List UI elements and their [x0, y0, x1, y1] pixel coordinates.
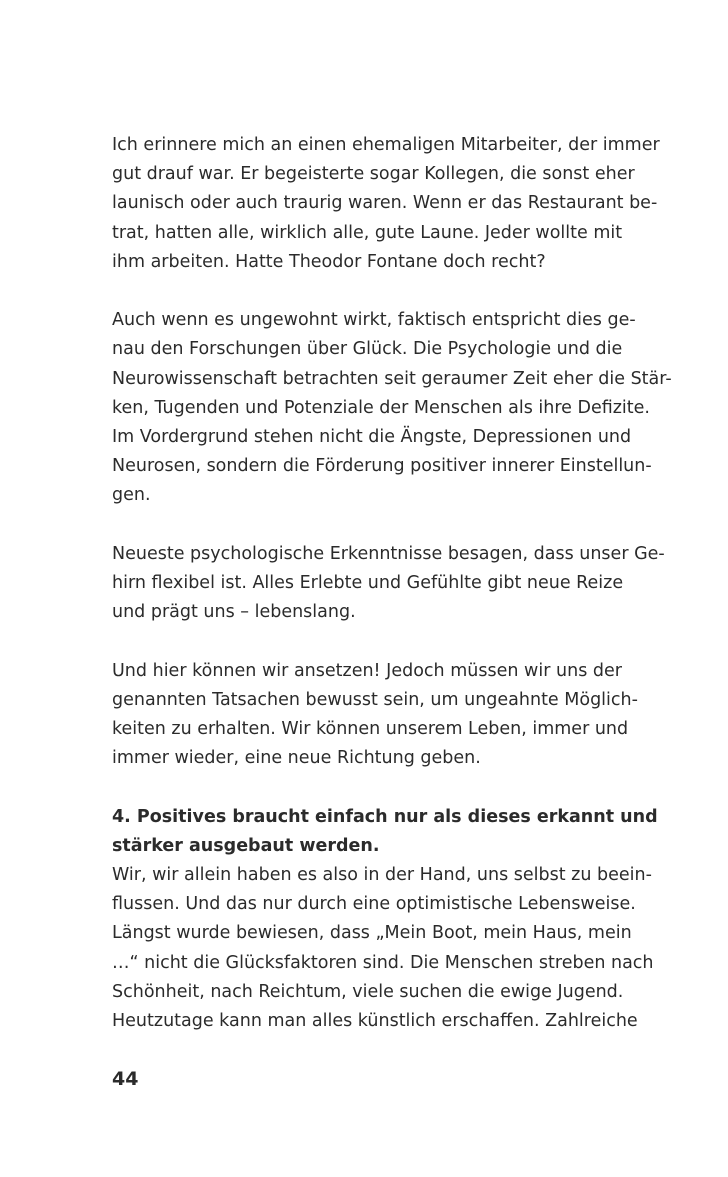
text-line: flussen. Und das nur durch eine optimistische Lebensweise. [112, 894, 636, 915]
text-line: Neueste psychologische Erkenntnisse besagen, dass unser Ge- [112, 543, 665, 564]
text-line: gut drauf war. Er begeisterte sogar Kollegen, die sonst eher [112, 164, 635, 185]
text-line: Auch wenn es ungewohnt wirkt, faktisch entspricht dies ge- [112, 310, 636, 331]
text-line: Im Vordergrund stehen nicht die Ängste, Depressionen und [112, 427, 632, 448]
text-line: keiten zu erhalten. Wir können unserem Leben, immer und [112, 719, 629, 740]
page-body [112, 131, 672, 1065]
page-number: 44 [112, 1068, 139, 1090]
text-line: launisch oder auch traurig waren. Wenn er das Restaurant be- [112, 193, 658, 214]
paragraph-1 [112, 131, 660, 277]
text-line: immer wieder, eine neue Richtung geben. [112, 748, 481, 769]
text-line: Heutzutage kann man alles künstlich erschaffen. Zahlreiche [112, 1011, 638, 1032]
text-line: ihm arbeiten. Hatte Theodor Fontane doch recht? [112, 251, 546, 272]
text-line: ken, Tugenden und Potenziale der Menschen als ihre Defizite. [112, 397, 650, 418]
text-line: trat, hatten alle, wirklich alle, gute Laune. Jeder wollte mit [112, 222, 623, 243]
text-line: Neurowissenschaft betrachten seit geraumer Zeit eher die Stär- [112, 368, 672, 389]
text-line: hirn flexibel ist. Alles Erlebte und Gefühlte gibt neue Reize [112, 573, 624, 594]
text-line: Neurosen, sondern die Förderung positiver innerer Einstellun- [112, 456, 652, 477]
text-line: Und hier können wir ansetzen! Jedoch müssen wir uns der [112, 660, 622, 681]
text-line: gen. [112, 485, 151, 506]
heading-line: 4. Positives braucht einfach nur als dieses erkannt und [112, 806, 658, 827]
text-line: Wir, wir allein haben es also in der Hand, uns selbst zu beein- [112, 865, 652, 886]
text-line: nau den Forschungen über Glück. Die Psychologie und die [112, 339, 623, 360]
text-line: Ich erinnere mich an einen ehemaligen Mitarbeiter, der immer [112, 135, 660, 155]
text-line: Schönheit, nach Reichtum, viele suchen die ewige Jugend. [112, 981, 624, 1002]
heading-line: stärker ausgebaut werden. [112, 835, 380, 856]
paragraph-3 [112, 540, 665, 628]
text-line: Längst wurde bewiesen, dass „Mein Boot, mein Haus, mein [112, 923, 632, 944]
text-line: genannten Tatsachen bewusst sein, um ungeahnte Möglich- [112, 689, 638, 710]
paragraph-2 [112, 306, 672, 510]
paragraph-4 [112, 657, 638, 774]
section-heading [112, 803, 658, 861]
text-line: und prägt uns – lebenslang. [112, 602, 356, 623]
paragraph-5 [112, 861, 654, 1036]
text-line: …“ nicht die Glücksfaktoren sind. Die Menschen streben nach [112, 952, 654, 973]
